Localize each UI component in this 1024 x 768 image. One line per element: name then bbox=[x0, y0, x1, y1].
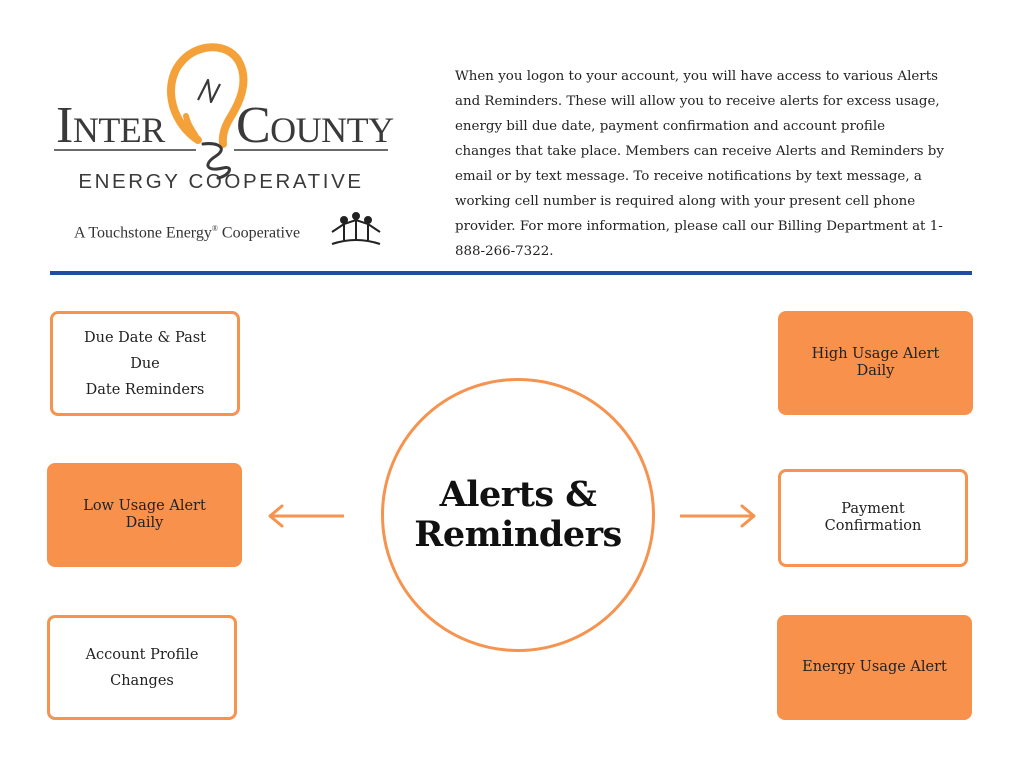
logo-tagline: ENERGY COOPERATIVE bbox=[78, 170, 364, 193]
profile-label-line1: Account Profile bbox=[85, 646, 199, 663]
due-date-reminder-box bbox=[50, 311, 240, 416]
hub-title-line1: Alerts & bbox=[439, 474, 597, 515]
payment-label-line2: Confirmation bbox=[824, 518, 922, 534]
payment-label-line1: Payment bbox=[841, 501, 905, 517]
inter-county-logo bbox=[48, 40, 400, 260]
low-usage-label-line1: Low Usage Alert bbox=[83, 498, 206, 514]
logo-word-inter: Inter bbox=[56, 97, 165, 154]
profile-label-line2: Changes bbox=[110, 672, 174, 689]
high-usage-label-line2: Daily bbox=[856, 363, 895, 379]
due-date-label-line2: Date Reminders bbox=[85, 381, 205, 398]
high-usage-label-line1: High Usage Alert bbox=[811, 346, 940, 362]
touchstone-tagline bbox=[74, 224, 300, 242]
alerts-reminders-hub bbox=[381, 378, 655, 652]
account-profile-changes-box bbox=[47, 615, 237, 720]
intro-paragraph: When you logon to your account, you will have access to various Alerts and Reminders. These will allow you to receive alerts for excess usage, energy bill due date, payment confirmation and account profile changes that take place. Members can receive Alerts and Reminders by email or by text message. To receive notifications by text message, a working cell number is required along with your present cell phone provider. For more information, please call our Billing Department at 1-888-266-7322. bbox=[455, 69, 944, 259]
touchstone-text: A Touchstone Energy bbox=[74, 224, 212, 242]
energy-usage-alert-box bbox=[777, 615, 972, 720]
arrow-right-icon bbox=[678, 503, 758, 529]
due-date-label-line1: Due Date & Past Due bbox=[84, 329, 206, 372]
low-usage-alert-box bbox=[47, 463, 242, 567]
touchstone-figures-icon bbox=[332, 213, 380, 244]
hub-title-line2: Reminders bbox=[414, 514, 622, 555]
arrow-left-icon bbox=[266, 503, 346, 529]
touchstone-suffix: Cooperative bbox=[217, 224, 301, 242]
payment-confirmation-box bbox=[778, 469, 968, 567]
logo-word-county: County bbox=[236, 97, 394, 154]
registered-mark: ® bbox=[211, 224, 218, 233]
section-divider bbox=[50, 271, 972, 275]
high-usage-alert-box bbox=[778, 311, 973, 415]
energy-usage-label: Energy Usage Alert bbox=[802, 659, 947, 675]
hub-title bbox=[414, 475, 622, 555]
low-usage-label-line2: Daily bbox=[125, 515, 164, 531]
